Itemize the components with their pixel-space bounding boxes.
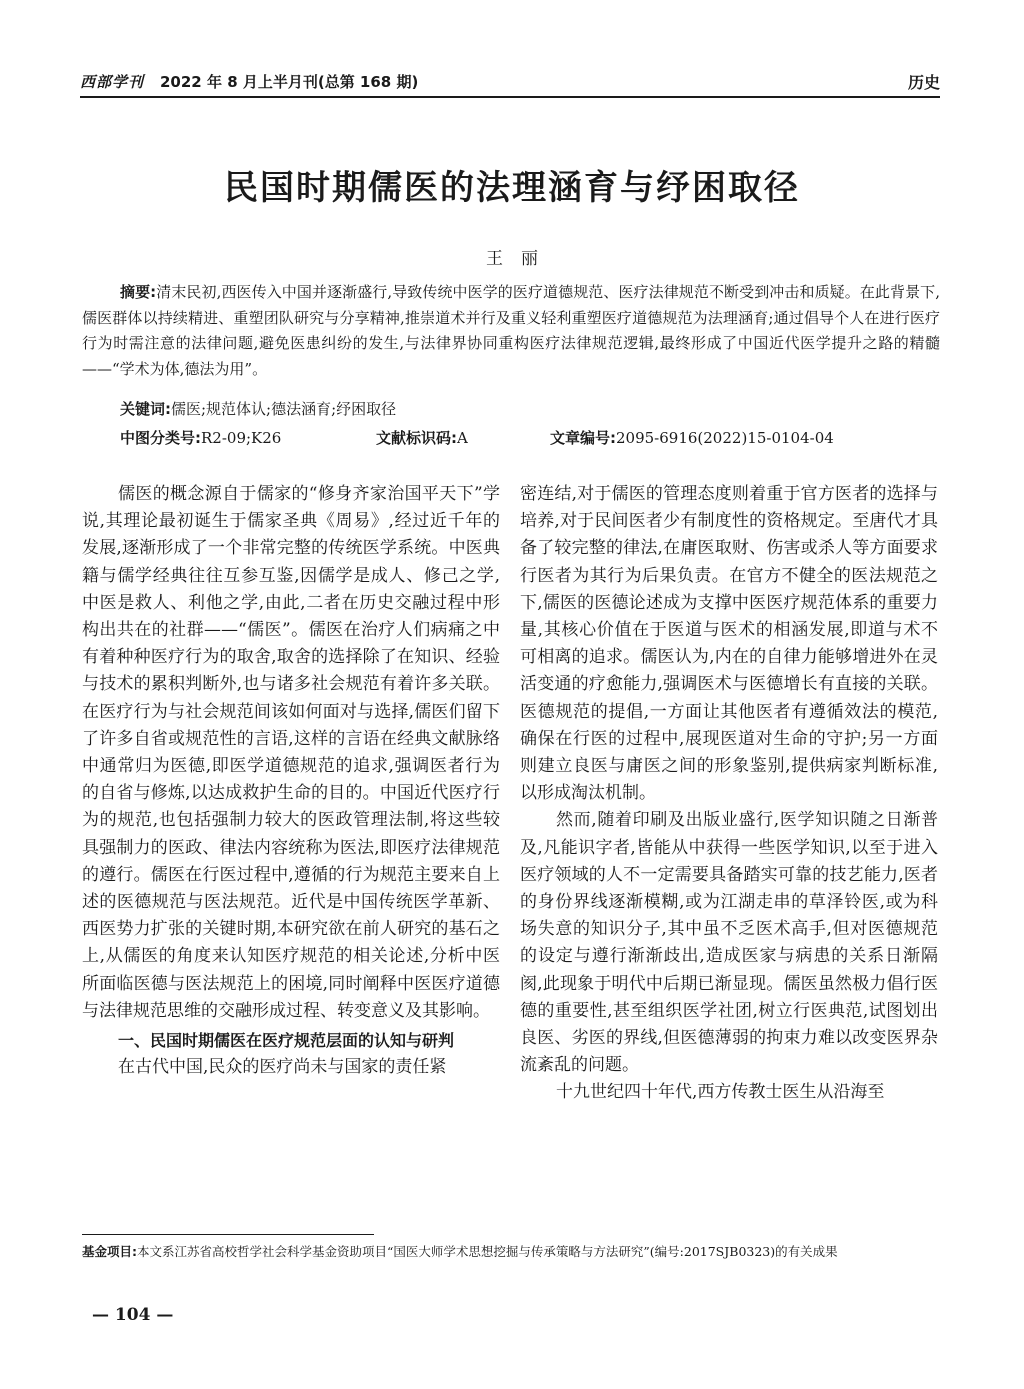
author-name: 王丽	[486, 249, 556, 269]
page-number: — 104 —	[92, 1305, 174, 1325]
keywords	[120, 398, 396, 420]
footnote-text: 本文系江苏省高校哲学社会科学基金资助项目“国医大师学术思想挖掘与传承策略与方法研究”(编号:2017SJB0323)的有关成果	[137, 1244, 838, 1259]
document-code: 文献标识码:A	[376, 429, 468, 447]
abstract	[82, 280, 940, 382]
journal-logo: 西部学刊	[80, 73, 145, 91]
abstract-label: 摘要:	[120, 283, 157, 301]
footnote	[82, 1241, 940, 1262]
section-heading: 一、民国时期儒医在医疗规范层面的认知与研判	[118, 1031, 455, 1051]
article-title: 民国时期儒医的法理涵育与纾困取径	[224, 168, 800, 208]
body-paragraph: 儒医的概念源自于儒家的“修身齐家治国平天下”学说,其理论最初诞生于儒家圣典《周易》,经过近千年的发展,逐渐形成了一个非常完整的传统医学系统。中医典籍与儒学经典往往互参互鉴,因儒学是成人、修己之学,中医是救人、利他之学,由此,二者在历史交融过程中形构出共在的社群——“儒医”。儒医在治疗人们病痛之中有着种种医疗行为的取舍,取舍的选择除了在知识、经验与技术的累积判断外,也与诸多社会规范有着许多关联。在医疗行为与社会规范间该如何面对与选择,儒医们留下了许多自省或规范性的言语,这样的言语在经典文献脉络中通常归为医德,即医学道德规范的追求,强调医者行为的自省与修炼,以达成救护生命的目的。中国近代医疗行为的规范,也包括强制力较大的医政管理法制,将这些较具强制力的医政、律法内容统称为医法,即医疗法律规范的遵行。儒医在行医过程中,遵循的行为规范主要来自上述的医德规范与医法规范。近代是中国传统医学革新、西医势力扩张的关键时期,本研究欲在前人研究的基石之上,从儒医的角度来认知医疗规范的相关论述,分析中医所面临医德与医法规范上的困境,同时阐释中医医疗道德与法律规范思维的交融形成过程、转变意义及其影响。	[82, 484, 500, 1021]
article-number: 文章编号:2095-6916(2022)15-0104-04	[550, 429, 834, 447]
clc-code: 中图分类号:R2-09;K26	[120, 429, 282, 447]
footnote-divider	[82, 1234, 374, 1235]
body-paragraph: 十九世纪四十年代,西方传教士医生从沿海至	[556, 1082, 885, 1103]
abstract-text: 清末民初,西医传入中国并逐渐盛行,导致传统中医学的医疗道德规范、医疗法律规范不断受到冲击和质疑。在此背景下,儒医群体以持续精进、重塑团队研究与分享精神,推崇道术并行及重义轻利重塑医疗道德规范为法理涵育;通过倡导个人在进行医疗行为时需注意的法律问题,避免医患纠纷的发生,与法律界协同重构医疗法律规范逻辑,最终形成了中国近代医学提升之路的精髓——“学术为体,德法为用”。	[82, 283, 941, 378]
issue-info: 2022 年 8 月上半月刊(总第 168 期)	[160, 73, 419, 91]
body-column-right	[520, 481, 938, 1107]
keywords-text: 儒医;规范体认;德法涵育;纾困取径	[171, 400, 397, 418]
body-paragraph: 在古代中国,民众的医疗尚未与国家的责任紧	[118, 1057, 447, 1078]
body-paragraph: 然而,随着印刷及出版业盛行,医学知识随之日渐普及,凡能识字者,皆能从中获得一些医学知识,以至于进入医疗领域的人不一定需要具备踏实可靠的技艺能力,医者的身份界线逐渐模糊,或为江湖走串的草泽铃医,或为科场失意的知识分子,其中虽不乏医术高手,但对医德规范的设定与遵行渐渐歧出,造成医家与病患的关系日渐隔阂,此现象于明代中后期已渐显现。儒医虽然极力倡行医德的重要性,甚至组织医学社团,树立行医典范,试图划出良医、劣医的界线,但医德薄弱的拘束力难以改变医界杂流紊乱的问题。	[520, 810, 938, 1076]
footnote-label: 基金项目:	[82, 1244, 137, 1259]
body-paragraph: 密连结,对于儒医的管理态度则着重于官方医者的选择与培养,对于民间医者少有制度性的资格规定。至唐代才具备了较完整的律法,在庸医取财、伤害或杀人等方面要求行医者为其行为后果负责。在官方不健全的医法规范之下,儒医的医德论述成为支撑中医医疗规范体系的重要力量,其核心价值在于医道与医术的相涵发展,即道与术不可相离的追求。儒医认为,内在的自律力能够增进外在灵活变通的疗愈能力,强调医术与医德增长有直接的关联。医德规范的提倡,一方面让其他医者有遵循效法的模范,确保在行医的过程中,展现医道对生命的守护;另一方面则建立良医与庸医之间的形象鉴别,提供病家判断标准,以形成淘汰机制。	[520, 484, 938, 804]
body-column-left	[82, 481, 500, 1081]
keywords-label: 关键词:	[120, 400, 171, 418]
running-header	[80, 66, 940, 98]
section-label: 历史	[907, 73, 940, 92]
